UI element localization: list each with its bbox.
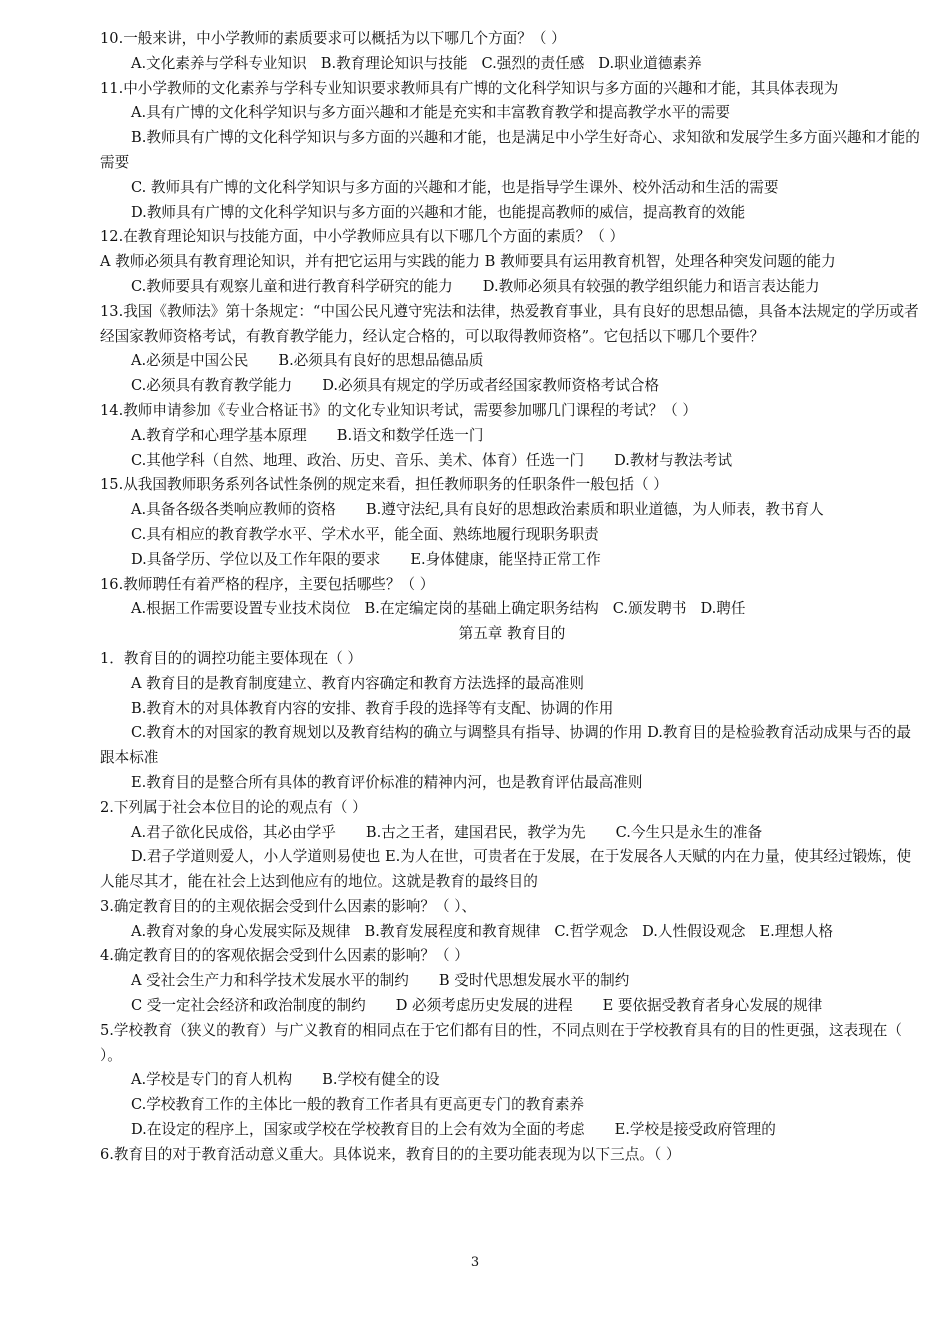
option-item: C.颁发聘书 [612,600,687,618]
option-item: A 受社会生产力和科学技术发展水平的制约 [131,972,409,990]
option-item: E 要依据受教育者身心发展的规律 [602,997,823,1015]
question-line: 10.一般来讲，中小学教师的素质要求可以概括为以下哪几个方面？（ ） [100,30,566,47]
option-line: D.教师具有广博的文化科学知识与多方面的兴趣和才能，也能提高教师的威信，提高教育的效能 [131,203,746,221]
option-line [100,52,924,77]
option-item: D.必须具有规定的学历或者经国家教师资格考试合格 [322,377,660,395]
option-item: C.哲学观念 [554,922,629,940]
option-item: A.文化素养与学科专业知识 [131,54,307,72]
option-item: B.遵守法纪,具有良好的思想政治素质和职业道德，为人师表，教书育人 [365,501,824,519]
option-line: C. 教师具有广博的文化科学知识与多方面的兴趣和才能，也是指导学生课外、校外活动和生活的需要 [131,178,779,196]
option-item: C.教师要具有观察儿童和进行教育科学研究的能力 [131,277,453,295]
option-item: D.具备学历、学位以及工作年限的要求 [131,550,381,568]
question-line: 6.教育目的对于教育活动意义重大。具体说来，教育目的的主要功能表现为以下三点。（ ） [100,1145,681,1163]
option-item: A.学校是专门的育人机构 [131,1071,293,1089]
option-item: D.教师必须具有较强的教学组织能力和语言表达能力 [482,277,820,295]
option-line: A.具有广博的文化科学知识与多方面兴趣和才能是充实和丰富教育教学和提高教学水平的需要 [131,104,730,122]
option-item: D.教材与教法考试 [614,451,733,469]
question-line: 2.下列属于社会本位目的论的观点有（ ） [100,798,367,816]
option-line [100,1068,924,1093]
option-line [100,498,924,523]
chapter-title: 第五章 教育目的 [458,625,566,643]
option-line [100,275,924,300]
option-line [100,349,924,374]
option-item: C.强烈的责任感 [481,54,585,72]
option-line [100,920,924,945]
option-item: E.学校是接受政府管理的 [614,1121,776,1139]
question-line: 1．教育目的的调控功能主要体现在（ ） [100,649,363,667]
option-line [100,994,924,1019]
option-item: B.语文和数学任选一门 [336,426,484,444]
option-item: D.在设定的程序上，国家或学校在学校教育目的上会有效为全面的考虑 [131,1121,585,1139]
option-item: B.古之王者，建国君民，教学为先 [365,823,586,841]
option-line: C.教育木的对国家的教育规划以及教育结构的确立与调整具有指导、协调的作用 D.教育目的是检验教育活动成果与否的最跟本标准 [100,724,912,767]
question-line: 4.确定教育目的的客观依据会受到什么因素的影响？（ ） [100,947,469,965]
option-item: D.职业道德素养 [598,54,702,72]
option-line [100,821,924,846]
question-line: 16.教师聘任有着严格的程序，主要包括哪些？（ ） [100,575,435,593]
question-line: 15.从我国教师职务系列各试性条例的规定来看，担任教师职务的任职条件一般包括（ ） [100,476,668,494]
option-item: E.理想人格 [759,922,834,940]
option-item: E.身体健康，能坚持正常工作 [410,550,601,568]
option-item: B 受时代思想发展水平的制约 [438,972,630,990]
question-line: 12.在教育理论知识与技能方面，中小学教师应具有以下哪几个方面的素质？（ ） [100,228,625,246]
option-item: B.在定编定岗的基础上确定职务结构 [364,600,599,618]
option-item: D.聘任 [700,600,746,618]
question-line: 11.中小学教师的文化素养与学科专业知识要求教师具有广博的文化科学知识与多方面的兴趣和才能，其具体表现为 [100,79,839,97]
option-line: B.教师具有广博的文化科学知识与多方面的兴趣和才能，也是满足中小学生好奇心、求知欲和发展学生多方面兴趣和才能的需要 [100,129,920,171]
question-line: A 教师必须具有教育理论知识，并有把它运用与实践的能力 B 教师要具有运用教育机智，处理各种突发问题的能力 [100,253,836,271]
option-line [100,424,924,449]
option-item: B.教育发展程度和教育规律 [364,922,541,940]
page-content [100,27,924,1168]
option-line: E.教育目的是整合所有具体的教育评价标准的精神内河，也是教育评估最高准则 [131,773,643,791]
option-item: C.必须具有教育教学能力 [131,377,293,395]
question-line: 13.我国《教师法》第十条规定：“中国公民凡遵守宪法和法律，热爱教育事业，具有良好的思想品德，具备本法规定的学历或者经国家教师资格考试，有教育教学能力，经认定合格的，可以取得教师资格”。它包括以下哪几个要件？ [100,302,919,345]
option-line: D.君子学道则爱人，小人学道则易使也 E.为人在世，可贵者在于发展，在于发展各人天赋的内在力量，使其经过锻炼，使人能尽其才，能在社会上达到他应有的地位。这就是教育的最终目的 [100,848,912,891]
option-item: C.其他学科（自然、地理、政治、历史、音乐、美术、体育）任选一门 [131,451,585,469]
question-line: 5.学校教育（狭义的教育）与广义教育的相同点在于它们都有目的性，不同点则在于学校教育具有的目的性更强，这表现在（ ）。 [100,1021,902,1064]
option-item: C 受一定社会经济和政治制度的制约 [131,997,366,1015]
option-item: A.君子欲化民成俗，其必由学乎 [131,823,336,841]
option-item: A.根据工作需要设置专业技术岗位 [131,600,351,618]
option-line [100,548,924,573]
option-item: D 必须考虑历史发展的进程 [395,997,573,1015]
question-line: 3.确定教育目的的主观依据会受到什么因素的影响？（ ）、 [100,897,477,915]
option-item: D.人性假设观念 [642,922,746,940]
option-line [100,374,924,399]
option-line [100,449,924,474]
option-item: B.必须具有良好的思想品德品质 [278,352,484,370]
option-item: A.教育学和心理学基本原理 [131,426,307,444]
option-line: B.教育木的对具体教育内容的安排、教育手段的选择等有支配、协调的作用 [131,699,614,717]
option-item: A.教育对象的身心发展实际及规律 [131,922,351,940]
option-line [100,1118,924,1143]
option-item: C.今生只是永生的准备 [615,823,763,841]
option-line [100,597,924,622]
option-line: C.学校教育工作的主体比一般的教育工作者具有更高更专门的教育素养 [131,1096,585,1114]
option-line: C.具有相应的教育教学水平、学术水平，能全面、熟练地履行现职务职责 [131,525,599,543]
option-line [100,969,924,994]
option-item: B.学校有健全的设 [322,1071,440,1089]
option-item: B.教育理论知识与技能 [320,54,468,72]
question-line: 14.教师申请参加《专业合格证书》的文化专业知识考试，需要参加哪几门课程的考试？（ ） [100,401,698,419]
page-number: 3 [470,1255,480,1270]
option-line: A 教育目的是教育制度建立、教育内容确定和教育方法选择的最高准则 [131,674,584,692]
option-item: A.必须是中国公民 [131,352,249,370]
option-item: A.具备各级各类响应教师的资格 [131,501,336,519]
